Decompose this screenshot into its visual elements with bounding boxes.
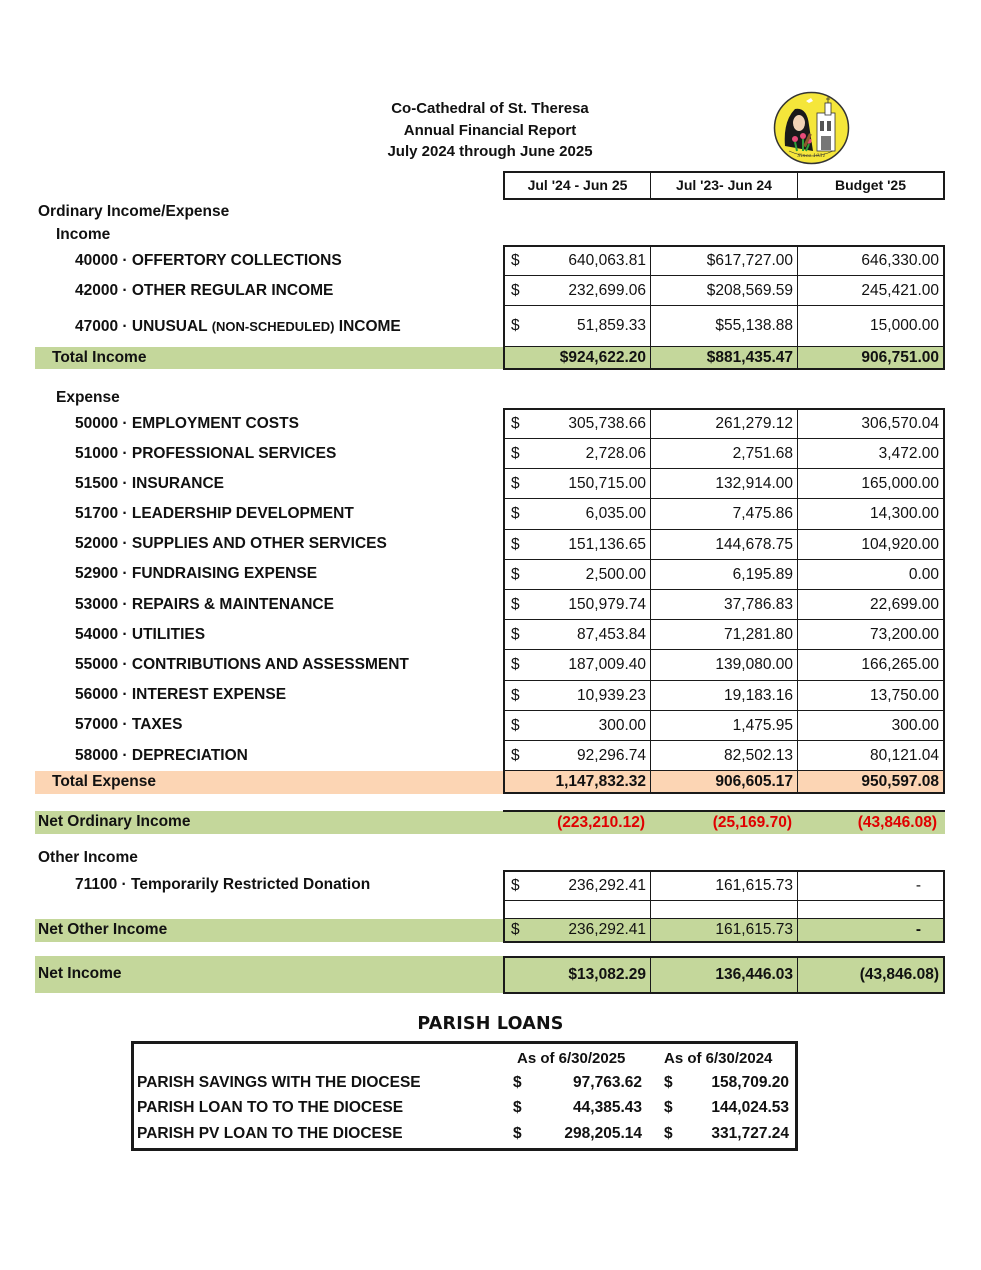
column-header-current: Jul '24 - Jun 25 bbox=[505, 173, 651, 198]
other-income-row-label: 71100 · Temporarily Restricted Donation bbox=[75, 876, 371, 893]
current-value: $ 236,292.41 bbox=[505, 872, 651, 900]
net-ordinary-current: (223,210.12) bbox=[557, 814, 645, 831]
budget-value: - bbox=[915, 877, 921, 894]
budget-value: 80,121.04 bbox=[870, 746, 939, 764]
expense-row-label: 51000 · PROFESSIONAL SERVICES bbox=[75, 445, 337, 462]
net-other-prior: 161,615.73 bbox=[651, 919, 798, 941]
section-expense: Expense bbox=[56, 389, 120, 406]
expense-row-label: 54000 · UTILITIES bbox=[75, 626, 206, 643]
prior-value: 71,281.80 bbox=[651, 620, 798, 649]
total-expense-current: 1,147,832.32 bbox=[505, 771, 651, 792]
budget-value: 165,000.00 bbox=[861, 474, 939, 492]
current-value: $ 92,296.74 bbox=[505, 741, 651, 770]
budget-value: 3,472.00 bbox=[878, 444, 939, 462]
total-income-budget: 906,751.00 bbox=[861, 348, 939, 366]
empty-cell bbox=[798, 901, 943, 918]
expense-row-label: 51500 · INSURANCE bbox=[75, 475, 225, 492]
title-report-name: Annual Financial Report bbox=[403, 121, 577, 139]
prior-value: 82,502.13 bbox=[651, 741, 798, 770]
total-income-label: Total Income bbox=[52, 349, 147, 366]
title-parish-name: Co-Cathedral of St. Theresa bbox=[391, 100, 589, 117]
section-income: Income bbox=[56, 226, 111, 243]
prior-value: 6,195.89 bbox=[651, 560, 798, 589]
table-row-empty bbox=[503, 901, 945, 919]
net-ordinary-income-row bbox=[503, 810, 945, 834]
budget-value: 300.00 bbox=[891, 716, 939, 734]
current-value: $ 305,738.66 bbox=[505, 410, 651, 438]
svg-text:Since 1931: Since 1931 bbox=[797, 153, 826, 159]
budget-value: 22,699.00 bbox=[870, 595, 939, 613]
column-header-row bbox=[503, 171, 945, 200]
prior-value: $208,569.59 bbox=[651, 276, 798, 305]
table-row bbox=[503, 620, 945, 650]
total-income-prior: $881,435.47 bbox=[651, 347, 798, 368]
expense-row-label: 56000 · INTEREST EXPENSE bbox=[75, 686, 287, 703]
table-row bbox=[503, 590, 945, 620]
expense-row-label: 53000 · REPAIRS & MAINTENANCE bbox=[75, 596, 334, 613]
net-ordinary-prior: (25,169.70) bbox=[712, 814, 792, 831]
prior-value: $617,727.00 bbox=[651, 247, 798, 275]
title-period: July 2024 through June 2025 bbox=[387, 143, 593, 160]
loans-column-2025: As of 6/30/2025 bbox=[517, 1050, 626, 1067]
prior-value: 19,183.16 bbox=[651, 681, 798, 710]
current-value: $ 640,063.81 bbox=[505, 247, 651, 275]
budget-value: 13,750.00 bbox=[870, 686, 939, 704]
expense-row-label: 58000 · DEPRECIATION bbox=[75, 747, 248, 764]
expense-row-label: 51700 · LEADERSHIP DEVELOPMENT bbox=[75, 505, 354, 522]
loan-row: PARISH LOAN TO TO THE DIOCESE $ 44,385.43 $ 144,024.53 bbox=[137, 1099, 789, 1116]
budget-value: 73,200.00 bbox=[870, 625, 939, 643]
table-row bbox=[503, 650, 945, 681]
budget-value: 646,330.00 bbox=[861, 252, 939, 269]
section-ordinary-income-expense: Ordinary Income/Expense bbox=[38, 203, 230, 220]
budget-value: 245,421.00 bbox=[861, 281, 939, 299]
table-row bbox=[503, 681, 945, 711]
current-value: $ 2,500.00 bbox=[505, 560, 651, 589]
table-row bbox=[503, 560, 945, 590]
table-row bbox=[503, 741, 945, 771]
budget-value: 104,920.00 bbox=[861, 535, 939, 553]
report-title bbox=[300, 98, 680, 163]
income-row-label: 47000 · UNUSUAL (NON-SCHEDULED) INCOME bbox=[75, 318, 401, 335]
current-value: $ 87,453.84 bbox=[505, 620, 651, 649]
net-other-income-row bbox=[503, 919, 945, 943]
net-ordinary-income-label: Net Ordinary Income bbox=[38, 813, 191, 830]
current-value: $ 6,035.00 bbox=[505, 499, 651, 529]
prior-value: 7,475.86 bbox=[651, 499, 798, 529]
parish-loans-table bbox=[131, 1041, 798, 1151]
table-row bbox=[503, 530, 945, 560]
table-row bbox=[503, 870, 945, 901]
total-expense-label: Total Expense bbox=[52, 773, 156, 790]
prior-value: 144,678.75 bbox=[651, 530, 798, 559]
budget-value: 15,000.00 bbox=[870, 317, 939, 334]
net-income-row bbox=[503, 956, 945, 994]
loans-column-2024: As of 6/30/2024 bbox=[664, 1050, 773, 1067]
table-row bbox=[503, 276, 945, 306]
expense-row-label: 55000 · CONTRIBUTIONS AND ASSESSMENT bbox=[75, 656, 409, 673]
income-row-label: 40000 · OFFERTORY COLLECTIONS bbox=[75, 252, 342, 269]
net-other-budget: - bbox=[915, 921, 921, 938]
net-income-current: $13,082.29 bbox=[505, 958, 651, 992]
loan-row: PARISH PV LOAN TO THE DIOCESE $ 298,205.14 $ 331,727.24 bbox=[137, 1125, 789, 1142]
net-income-label: Net Income bbox=[38, 965, 122, 982]
current-value: $ 10,939.23 bbox=[505, 681, 651, 710]
parish-loans-title: PARISH LOANS bbox=[417, 1014, 564, 1034]
net-ordinary-budget: (43,846.08) bbox=[857, 814, 937, 831]
current-value: $ 51,859.33 bbox=[505, 306, 651, 346]
prior-value: 2,751.68 bbox=[651, 439, 798, 468]
budget-value: 166,265.00 bbox=[861, 656, 939, 673]
prior-value: 261,279.12 bbox=[651, 410, 798, 438]
current-value: $ 232,699.06 bbox=[505, 276, 651, 305]
prior-value: 1,475.95 bbox=[651, 711, 798, 740]
current-value: $ 151,136.65 bbox=[505, 530, 651, 559]
expense-row-label: 52000 · SUPPLIES AND OTHER SERVICES bbox=[75, 535, 387, 552]
total-income-current: $924,622.20 bbox=[505, 347, 651, 368]
prior-value: 37,786.83 bbox=[651, 590, 798, 619]
empty-cell bbox=[651, 901, 798, 918]
column-header-budget: Budget '25 bbox=[834, 177, 906, 193]
prior-value: $55,138.88 bbox=[651, 306, 798, 346]
total-expense-prior: 906,605.17 bbox=[651, 771, 798, 792]
table-row bbox=[503, 499, 945, 530]
expense-row-label: 50000 · EMPLOYMENT COSTS bbox=[75, 415, 299, 432]
budget-value: 0.00 bbox=[908, 565, 939, 583]
budget-value: 306,570.04 bbox=[861, 415, 939, 432]
total-income-row bbox=[503, 347, 945, 370]
table-row bbox=[503, 711, 945, 741]
prior-value: 139,080.00 bbox=[651, 650, 798, 680]
table-row bbox=[503, 408, 945, 439]
net-income-prior: 136,446.03 bbox=[651, 958, 798, 992]
net-other-current: $ 236,292.41 bbox=[505, 919, 651, 941]
empty-cell bbox=[505, 901, 651, 918]
section-other-income: Other Income bbox=[38, 849, 138, 866]
table-row bbox=[503, 469, 945, 499]
loan-row: PARISH SAVINGS WITH THE DIOCESE $ 97,763.62 $ 158,709.20 bbox=[137, 1074, 789, 1091]
table-row bbox=[503, 245, 945, 276]
current-value: $ 187,009.40 bbox=[505, 650, 651, 680]
income-row-label: 42000 · OTHER REGULAR INCOME bbox=[75, 282, 334, 299]
prior-value: 132,914.00 bbox=[651, 469, 798, 498]
prior-value: 161,615.73 bbox=[651, 872, 798, 900]
table-row bbox=[503, 439, 945, 469]
current-value: $ 2,728.06 bbox=[505, 439, 651, 468]
current-value: $ 150,715.00 bbox=[505, 469, 651, 498]
table-row bbox=[503, 306, 945, 347]
column-header-prior: Jul '23- Jun 24 bbox=[651, 173, 798, 198]
total-expense-row bbox=[503, 771, 945, 794]
net-income-budget: (43,846.08) bbox=[859, 966, 939, 983]
parish-seal-logo-icon bbox=[773, 91, 850, 165]
total-expense-budget: 950,597.08 bbox=[861, 772, 939, 790]
current-value: $ 300.00 bbox=[505, 711, 651, 740]
current-value: $ 150,979.74 bbox=[505, 590, 651, 619]
expense-row-label: 52900 · FUNDRAISING EXPENSE bbox=[75, 565, 318, 582]
budget-value: 14,300.00 bbox=[870, 505, 939, 522]
expense-row-label: 57000 · TAXES bbox=[75, 716, 183, 733]
net-other-income-label: Net Other Income bbox=[38, 921, 168, 938]
